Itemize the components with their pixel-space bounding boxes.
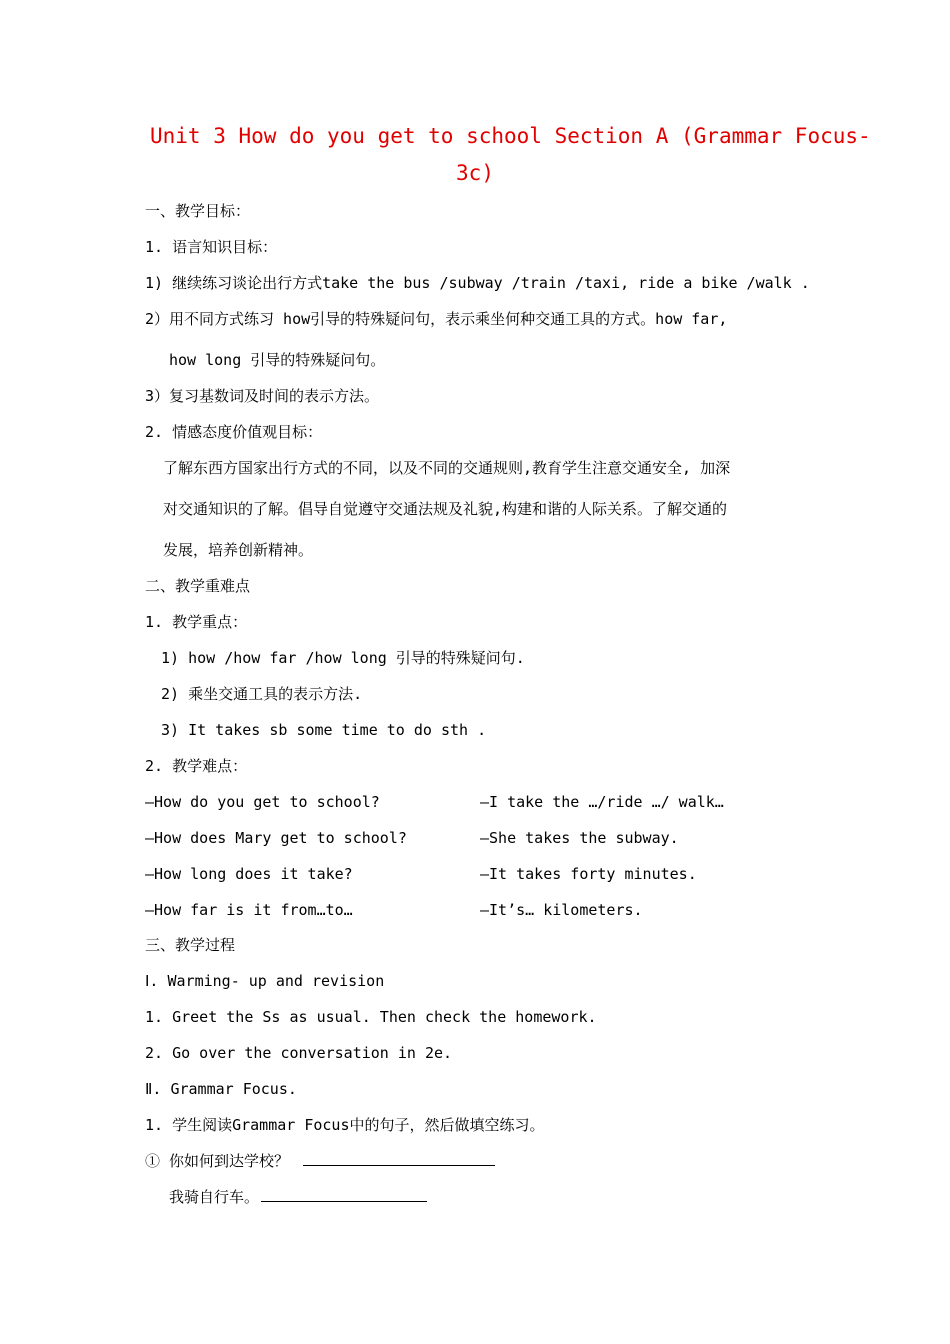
exercise-prompt-1: ① 你如何到达学校？ — [145, 1152, 290, 1170]
exercise-prompt-1b: 我骑自行车。 — [169, 1188, 260, 1206]
objective-item-3: 3）复习基数词及时间的表示方法。 — [145, 387, 380, 405]
process-part-1-heading: Ⅰ. Warming- up and revision — [145, 972, 385, 990]
dialogue-question: —How long does it take? — [145, 865, 353, 883]
subheading-attitude-values: 2. 情感态度价值观目标： — [145, 423, 323, 441]
section-heading-key-points: 二、教学重难点 — [145, 577, 251, 595]
subheading-language-knowledge: 1. 语言知识目标： — [145, 238, 278, 256]
fill-in-blank-1[interactable] — [303, 1151, 495, 1166]
objective-item-2: 2）用不同方式练习 how引导的特殊疑问句，表示乘坐何种交通工具的方式。how far, — [145, 310, 728, 328]
subheading-difficulties: 2. 教学难点： — [145, 757, 248, 775]
process-part-2-heading: Ⅱ. Grammar Focus. — [145, 1080, 297, 1098]
key-point-item-2: 2) 乘坐交通工具的表示方法. — [161, 685, 363, 703]
document-title-line2: 3c) — [456, 161, 494, 185]
key-point-item-3: 3) It takes sb some time to do sth . — [161, 721, 487, 739]
exercise-item-1b — [169, 1187, 427, 1207]
section-heading-process: 三、教学过程 — [145, 936, 236, 954]
exercise-item-1 — [145, 1151, 495, 1171]
fill-in-blank-2[interactable] — [261, 1187, 427, 1202]
attitude-paragraph-line1: 了解东西方国家出行方式的不同，以及不同的交通规则,教育学生注意交通安全, 加深 — [163, 459, 731, 477]
process-part-2-step-1: 1. 学生阅读Grammar Focus中的句子，然后做填空练习。 — [145, 1116, 545, 1134]
objective-item-1: 1) 继续练习谈论出行方式take the bus /subway /train /taxi, ride a bike /walk . — [145, 274, 810, 292]
dialogue-answer: —She takes the subway. — [480, 829, 679, 847]
process-part-1-step-2: 2. Go over the conversation in 2e. — [145, 1044, 453, 1062]
section-heading-objectives: 一、教学目标： — [145, 202, 251, 220]
document-title-line1: Unit 3 How do you get to school Section A (Grammar Focus- — [150, 124, 871, 148]
attitude-paragraph-line3: 发展，培养创新精神。 — [163, 541, 314, 559]
subheading-key-points: 1. 教学重点： — [145, 613, 248, 631]
key-point-item-1: 1) how /how far /how long 引导的特殊疑问句. — [161, 649, 525, 667]
dialogue-question: —How do you get to school? — [145, 793, 380, 811]
dialogue-question: —How far is it from…to… — [145, 901, 353, 919]
dialogue-answer: —It’s… kilometers. — [480, 901, 643, 919]
dialogue-question: —How does Mary get to school? — [145, 829, 407, 847]
dialogue-answer: —I take the …/ride …/ walk… — [480, 793, 724, 811]
objective-item-2-continued: how long 引导的特殊疑问句。 — [169, 351, 386, 369]
process-part-1-step-1: 1. Greet the Ss as usual. Then check the homework. — [145, 1008, 597, 1026]
dialogue-answer: —It takes forty minutes. — [480, 865, 697, 883]
attitude-paragraph-line2: 对交通知识的了解。倡导自觉遵守交通法规及礼貌,构建和谐的人际关系。了解交通的 — [163, 500, 728, 518]
